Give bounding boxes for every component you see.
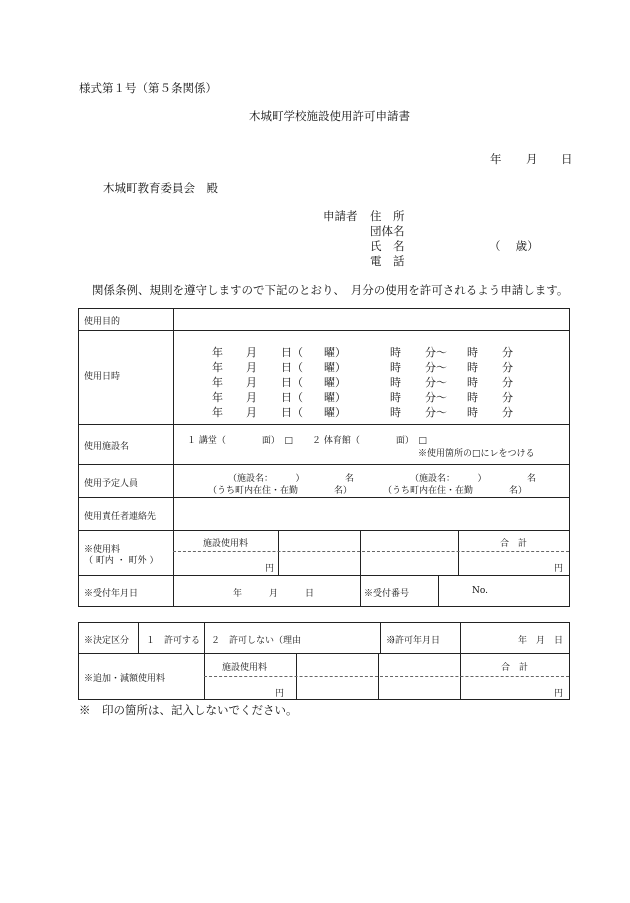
dt-minute: 分〜	[425, 376, 447, 389]
dt-weekday: 曜）	[324, 406, 346, 419]
dt-year: 年	[212, 346, 223, 359]
applicant-label: 申請者	[323, 209, 358, 223]
fee-total-yen: 円	[554, 564, 564, 574]
people-b-facility[interactable]: （施設名： ） 名	[410, 474, 537, 484]
adjust-fee-total-header: 合 計	[501, 663, 529, 673]
dt-year: 年	[212, 406, 223, 419]
dt-minute-end: 分	[502, 376, 513, 389]
dt-day: 日（	[281, 406, 303, 419]
dt-month: 月	[246, 391, 257, 404]
fee-label: ※使用料	[84, 545, 121, 555]
dt-day: 日（	[281, 376, 303, 389]
form-number: 様式第１号（第５条関係）	[79, 81, 217, 95]
dt-hour: 時	[390, 406, 401, 419]
dt-minute: 分〜	[425, 406, 447, 419]
dt-hour-end: 時	[467, 376, 478, 389]
adjust-fee-yen: 円	[275, 689, 285, 699]
fee-scope-label: （ 町内 ・ 町外 ）	[84, 556, 159, 566]
adjust-fee-header: 施設使用料	[222, 663, 268, 673]
facility-label: 使用施設名	[84, 442, 130, 452]
dt-minute-end: 分	[502, 391, 513, 404]
dt-weekday: 曜）	[324, 346, 346, 359]
dt-hour: 時	[390, 391, 401, 404]
people-a-resident[interactable]: （うち町内在住・在勤 名）	[208, 486, 353, 496]
adjust-fee-label: ※追加・減額使用料	[84, 674, 166, 684]
dt-minute-end: 分	[502, 346, 513, 359]
received-date-value: 年 月 日	[233, 589, 315, 599]
facility-option-auditorium[interactable]: １ 講堂（ 面） □	[187, 436, 293, 446]
dt-month: 月	[246, 346, 257, 359]
applicant-phone-label: 電 話	[370, 254, 405, 268]
permit-date-value: 年 月 日	[518, 636, 564, 646]
dt-weekday: 曜）	[324, 376, 346, 389]
decision-label: ※決定区分	[84, 636, 130, 646]
dt-minute: 分〜	[425, 391, 447, 404]
dt-hour-end: 時	[467, 361, 478, 374]
dt-minute-end: 分	[502, 361, 513, 374]
contact-label: 使用責任者連絡先	[84, 512, 157, 522]
form-title: 木城町学校施設使用許可申請書	[249, 109, 410, 123]
received-date-label: ※受付年月日	[84, 589, 139, 599]
received-no-label: ※受付番号	[364, 589, 410, 599]
dt-hour-end: 時	[467, 346, 478, 359]
statement: 関係条例、規則を遵守しますので下記のとおり、 月分の使用を許可されるよう申請します。	[92, 283, 569, 297]
dt-year: 年	[212, 391, 223, 404]
dt-day: 日（	[281, 361, 303, 374]
fee-yen: 円	[265, 564, 275, 574]
fee-header: 施設使用料	[203, 539, 249, 549]
applicant-age-label: （ 歳）	[489, 239, 539, 253]
date-month: 月	[526, 152, 538, 166]
people-b-resident[interactable]: （うち町内在住・在勤 名）	[383, 486, 528, 496]
dt-month: 月	[246, 406, 257, 419]
dt-day: 日（	[281, 391, 303, 404]
dt-hour-end: 時	[467, 391, 478, 404]
dt-day: 日（	[281, 346, 303, 359]
fee-total-header: 合 計	[500, 539, 528, 549]
dt-minute-end: 分	[502, 406, 513, 419]
dt-hour: 時	[390, 376, 401, 389]
date-year: 年	[490, 152, 502, 166]
applicant-address-label: 住 所	[370, 209, 405, 223]
date-day: 日	[561, 152, 573, 166]
addressee: 木城町教育委員会 殿	[103, 181, 218, 195]
purpose-label: 使用目的	[84, 317, 121, 327]
dt-month: 月	[246, 376, 257, 389]
contact-input[interactable]	[174, 498, 568, 529]
people-a-facility[interactable]: （施設名： ） 名	[228, 474, 355, 484]
dt-weekday: 曜）	[324, 361, 346, 374]
facility-note: ※使用箇所の□にレをつける	[418, 449, 535, 459]
dt-minute: 分〜	[425, 361, 447, 374]
adjust-fee-total-yen: 円	[554, 689, 564, 699]
received-no-value: No.	[472, 586, 488, 596]
decision-deny[interactable]: ２ 許可しない（理由 ）	[211, 636, 401, 646]
facility-option-gym[interactable]: ２ 体育館（ 面） □	[312, 436, 427, 446]
applicant-group-label: 団体名	[370, 224, 405, 238]
people-label: 使用予定人員	[84, 479, 139, 489]
dt-hour-end: 時	[467, 406, 478, 419]
footer-note: ※ 印の箇所は、記入しないでください。	[79, 703, 298, 717]
dt-year: 年	[212, 376, 223, 389]
dt-minute: 分〜	[425, 346, 447, 359]
applicant-name-label: 氏 名	[370, 239, 405, 253]
decision-approve[interactable]: １ 許可する	[146, 636, 201, 646]
dt-hour: 時	[390, 346, 401, 359]
dt-weekday: 曜）	[324, 391, 346, 404]
dt-month: 月	[246, 361, 257, 374]
datetime-label: 使用日時	[84, 372, 121, 382]
dt-hour: 時	[390, 361, 401, 374]
dt-year: 年	[212, 361, 223, 374]
permit-date-label: ※許可年月日	[386, 636, 441, 646]
